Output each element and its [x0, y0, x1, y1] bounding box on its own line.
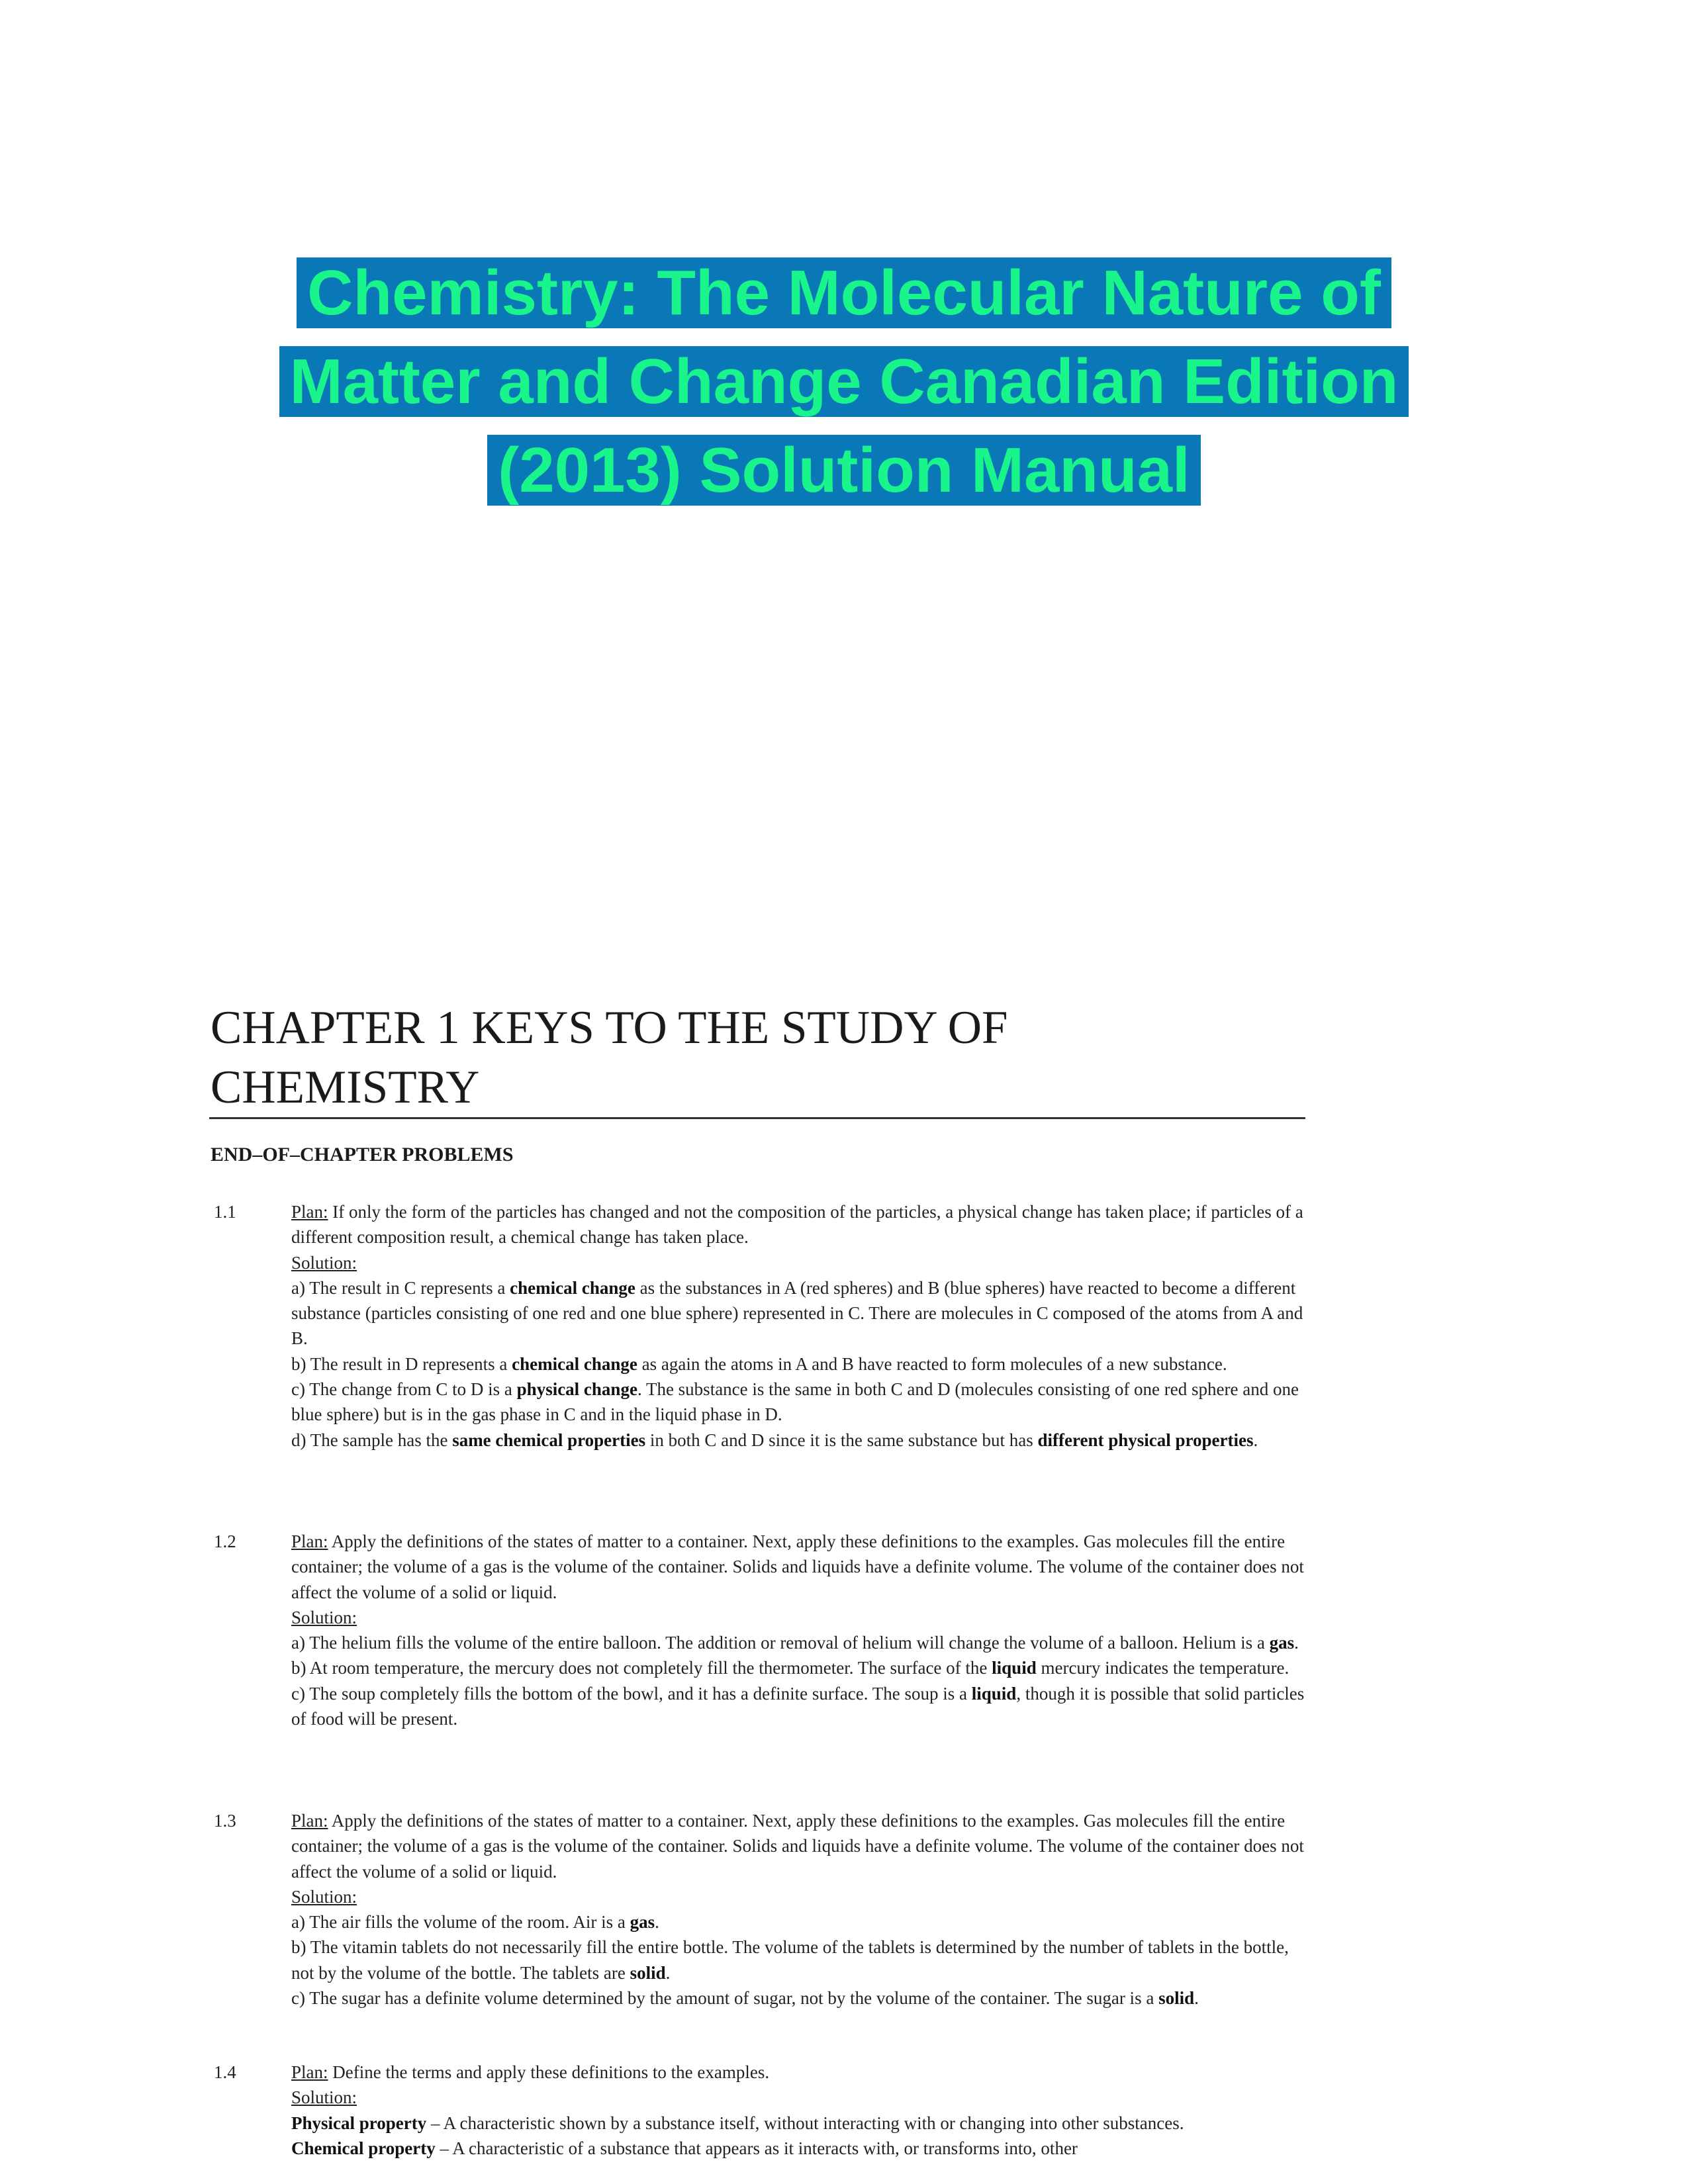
- answer-text: a) The air fills the volume of the room. Air is a: [291, 1912, 630, 1933]
- answer-text: b) The vitamin tablets do not necessarily fill the entire bottle. The volume of the tablets is determined by the number of tablets in the bottle, not by the volume of the bottle. The tablets are: [291, 1937, 1289, 1983]
- plan-paragraph: [291, 1199, 1307, 1250]
- answer-keyword: same chemical properties: [452, 1430, 646, 1450]
- answer-keyword: physical change: [516, 1379, 637, 1400]
- problem-1-2: [211, 1529, 1309, 1731]
- answer-text: b) The result in D represents a: [291, 1353, 512, 1374]
- answer-c: [291, 1985, 1307, 2011]
- plan-label: Plan:: [291, 1202, 328, 1222]
- solution-label: Solution:: [291, 1607, 357, 1627]
- answer-text: c) The soup completely fills the bottom of the bowl, and it has a definite surface. The soup is a: [291, 1683, 972, 1704]
- definition-chemical-property: [291, 2136, 1307, 2161]
- answer-keyword: liquid: [971, 1683, 1017, 1704]
- plan-text: Apply the definitions of the states of matter to a container. Next, apply these definitions to the examples. Gas molecules fill the entire container; the volume of a gas is the volume of the container. Solids and liquids have a definite volume. The volume of the container does not affect the volume of a solid or liquid.: [291, 1531, 1304, 1602]
- plan-text: Define the terms and apply these definitions to the examples.: [328, 2062, 770, 2082]
- definition-text: – A characteristic shown by a substance itself, without interacting with or changing into other substances.: [426, 2113, 1184, 2133]
- answer-text: c) The sugar has a definite volume determined by the amount of sugar, not by the volume of the container. The sugar is a: [291, 1988, 1159, 2009]
- solution-label: Solution:: [291, 1252, 357, 1273]
- chapter-title-line-1: CHAPTER 1 KEYS TO THE STUDY OF: [211, 1002, 1008, 1054]
- problem-number: 1.2: [214, 1531, 236, 1551]
- answer-keyword: gas: [1269, 1633, 1295, 1653]
- solution-label: Solution:: [291, 2087, 357, 2108]
- answer-text: .: [1253, 1430, 1258, 1450]
- solution-label: Solution:: [291, 1886, 357, 1907]
- answer-text: as the substances in A (red spheres) and B (blue spheres) have reacted to become a different substance (particles consisting of one red and one blue sphere) represented in C. There are molecules in C composed of the atoms from A and B.: [291, 1277, 1303, 1349]
- answer-d: [291, 1428, 1307, 1453]
- answer-text: . The substance is the same in both C and D (molecules consisting of one red sphere and one blue sphere) but is in the gas phase in C and in the liquid phase in D.: [291, 1379, 1299, 1425]
- plan-label: Plan:: [291, 1811, 328, 1831]
- answer-text: , though it is possible that solid particles of food will be present.: [291, 1683, 1305, 1729]
- answer-keyword: different physical properties: [1037, 1430, 1254, 1450]
- term: Chemical property: [291, 2138, 436, 2158]
- answer-b: [291, 1934, 1307, 1985]
- problem-1-4: [211, 2060, 1309, 2161]
- problem-1-3: [211, 1808, 1309, 2011]
- problem-body: [291, 1808, 1307, 2011]
- answer-keyword: gas: [630, 1912, 655, 1933]
- problem-body: [291, 1199, 1307, 1453]
- plan-paragraph: [291, 1808, 1307, 1884]
- answer-text: .: [655, 1912, 659, 1933]
- answer-text: .: [1294, 1633, 1299, 1653]
- answer-text: .: [1194, 1988, 1199, 2009]
- plan-paragraph: [291, 1529, 1307, 1605]
- banner-title-line-3: (2013) Solution Manual: [487, 435, 1200, 506]
- answer-keyword: chemical change: [512, 1353, 637, 1374]
- answer-text: d) The sample has the: [291, 1430, 453, 1450]
- document-title-banner: [0, 249, 1688, 515]
- answer-text: a) The result in C represents a: [291, 1277, 510, 1298]
- chapter-title-line-2: CHEMISTRY: [211, 1062, 480, 1113]
- problem-number: 1.4: [214, 2062, 236, 2082]
- answer-keyword: solid: [1158, 1988, 1195, 2009]
- definition-text: – A characteristic of a substance that appears as it interacts with, or transforms into, other: [435, 2138, 1078, 2158]
- answer-a: [291, 1630, 1307, 1655]
- banner-title-line-1: Chemistry: The Molecular Nature of: [297, 257, 1391, 328]
- answer-keyword: chemical change: [510, 1277, 635, 1298]
- chapter-title: [211, 998, 1303, 1117]
- plan-paragraph: [291, 2060, 1307, 2085]
- plan-text: Apply the definitions of the states of matter to a container. Next, apply these definitions to the examples. Gas molecules fill the entire container; the volume of a gas is the volume of the container. Solids and liquids have a definite volume. The volume of the container does not affect the volume of a solid or liquid.: [291, 1811, 1304, 1882]
- section-heading: END–OF–CHAPTER PROBLEMS: [211, 1144, 514, 1165]
- problem-number: 1.1: [214, 1202, 236, 1222]
- answer-keyword: liquid: [992, 1658, 1037, 1678]
- answer-a: [291, 1275, 1307, 1351]
- answer-b: [291, 1351, 1307, 1377]
- problem-1-1: [211, 1199, 1309, 1453]
- plan-label: Plan:: [291, 2062, 328, 2082]
- term: Physical property: [291, 2113, 427, 2133]
- definition-physical-property: [291, 2111, 1307, 2136]
- plan-label: Plan:: [291, 1531, 328, 1551]
- banner-title-line-2: Matter and Change Canadian Edition: [279, 346, 1409, 417]
- problem-number: 1.3: [214, 1811, 236, 1831]
- answer-text: as again the atoms in A and B have reacted to form molecules of a new substance.: [637, 1353, 1227, 1374]
- chapter-divider: [209, 1117, 1305, 1119]
- answer-text: c) The change from C to D is a: [291, 1379, 517, 1400]
- answer-c: [291, 1681, 1307, 1732]
- answer-b: [291, 1655, 1307, 1680]
- answer-text: mercury indicates the temperature.: [1036, 1658, 1289, 1678]
- problem-body: [291, 2060, 1307, 2161]
- answer-text: a) The helium fills the volume of the entire balloon. The addition or removal of helium will change the volume of a balloon. Helium is a: [291, 1633, 1270, 1653]
- answer-text: .: [665, 1962, 671, 1983]
- answer-c: [291, 1377, 1307, 1428]
- answer-text: b) At room temperature, the mercury does not completely fill the thermometer. The surface of the: [291, 1658, 992, 1678]
- answer-keyword: solid: [630, 1962, 666, 1983]
- answer-a: [291, 1909, 1307, 1934]
- problem-body: [291, 1529, 1307, 1731]
- plan-text: If only the form of the particles has changed and not the composition of the particles, a physical change has taken place; if particles of a different composition result, a chemical change has taken place.: [291, 1202, 1303, 1248]
- answer-text: in both C and D since it is the same substance but has: [645, 1430, 1038, 1450]
